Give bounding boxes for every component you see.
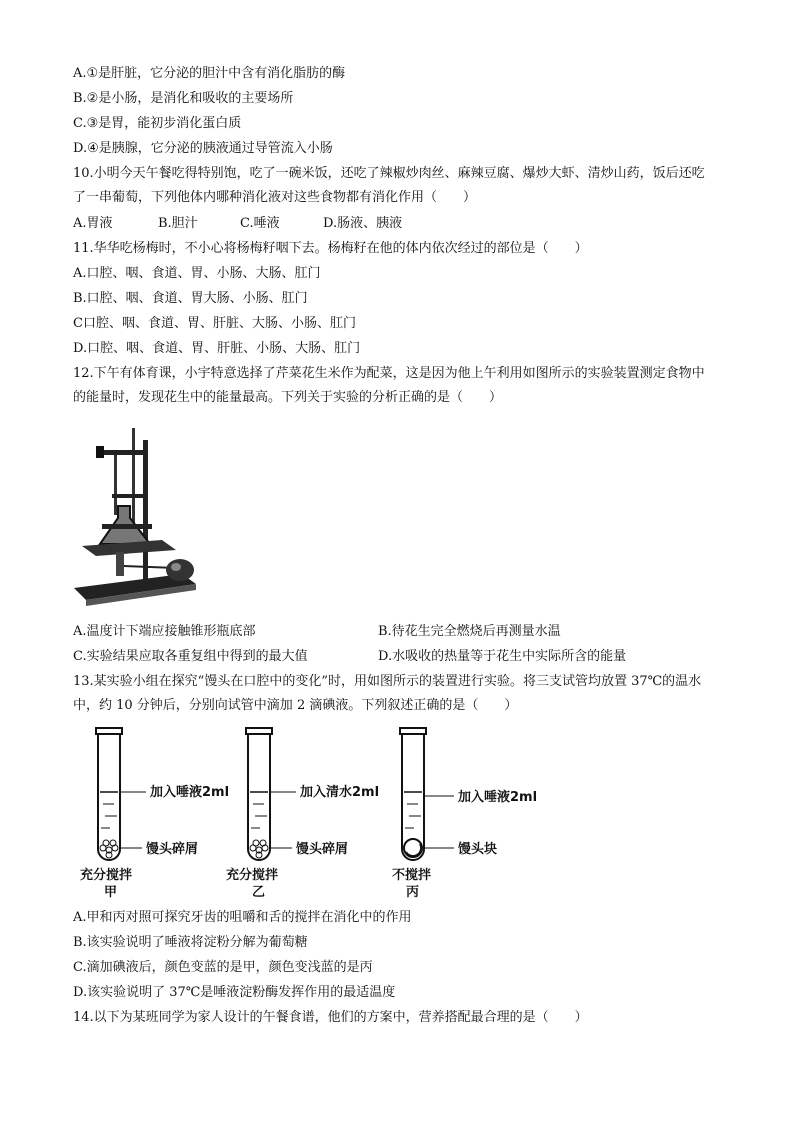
calorimeter-apparatus-figure (72, 428, 200, 608)
q11-stem: 11.华华吃杨梅时，不小心将杨梅籽咽下去。杨梅籽在他的体内依次经过的部位是（ ） (73, 241, 588, 256)
q9-option-a: A.①是肝脏，它分泌的胆汁中含有消化脂肪的酶 (73, 66, 346, 81)
q9-option-b: B.②是小肠，是消化和吸收的主要场所 (73, 91, 294, 106)
tube-yi-top-label: 加入清水2ml (300, 785, 380, 800)
q11-option-b: B.口腔、咽、食道、胃大肠、小肠、肛门 (73, 291, 308, 306)
test-tubes-figure (72, 724, 572, 904)
tube-bing-action: 不搅拌 (392, 868, 432, 883)
q13-stem: 13.某实验小组在探究“馒头在口腔中的变化”时，用如图所示的装置进行实验。将三支试管均放置 37℃的温水中，约 10 分钟后，分别向试管中滴加 2 滴碘液。下列叙述正确的是（ ） (73, 674, 702, 713)
q13-option-d: D.该实验说明了 37℃是唾液淀粉酶发挥作用的最适温度 (73, 985, 396, 1000)
q12-option-c: C.实验结果应取各重复组中得到的最大值 (73, 649, 308, 664)
tube-bing-top-label: 加入唾液2ml (458, 790, 538, 805)
tube-jia-bottom-label: 馒头碎屑 (146, 842, 199, 857)
tube-yi-bottom-label: 馒头碎屑 (296, 842, 349, 857)
tube-jia-top-label: 加入唾液2ml (150, 785, 230, 800)
q13-option-c: C.滴加碘液后，颜色变蓝的是甲，颜色变浅蓝的是丙 (73, 960, 373, 975)
q13-option-b: B.该实验说明了唾液将淀粉分解为葡萄糖 (73, 935, 308, 950)
tube-bing (400, 728, 454, 860)
tube-bing-bottom-label: 馒头块 (458, 842, 498, 857)
q14-stem: 14.以下为某班同学为家人设计的午餐食谱，他们的方案中，营养搭配最合理的是（ ） (73, 1010, 588, 1025)
q11-option-a: A.口腔、咽、食道、胃、小肠、大肠、肛门 (73, 266, 321, 281)
q9-option-d: D.④是胰腺，它分泌的胰液通过导管流入小肠 (73, 141, 333, 156)
q12-option-d: D.水吸收的热量等于花生中实际所含的能量 (378, 649, 627, 664)
q10-stem: 10.小明今天午餐吃得特别饱，吃了一碗米饭，还吃了辣椒炒肉丝、麻辣豆腐、爆炒大虾、清炒山药，饭后还吃了一串葡萄，下列他体内哪种消化液对这些食物都有消化作用（ ） (73, 166, 705, 205)
tube-jia (96, 728, 146, 860)
tube-yi-action: 充分搅拌 (226, 868, 279, 883)
q10-option-a: A.胃液 (73, 216, 113, 231)
tube-jia-name: 甲 (104, 885, 118, 900)
q10-option-d: D.肠液、胰液 (323, 216, 403, 231)
q11-option-c: C口腔、咽、食道、胃、肝脏、大肠、小肠、肛门 (73, 316, 356, 331)
q12-stem: 12.下午有体育课，小宇特意选择了芹菜花生米作为配菜，这是因为他上午利用如图所示的实验装置测定食物中的能量时，发现花生中的能量最高。下列关于实验的分析正确的是（ ） (73, 366, 705, 405)
tube-bing-name: 丙 (406, 885, 420, 900)
tube-jia-action: 充分搅拌 (80, 868, 133, 883)
q10-option-b: B.胆汁 (158, 216, 198, 231)
tube-yi (246, 728, 296, 860)
tube-yi-name: 乙 (252, 885, 266, 900)
q12-option-b: B.待花生完全燃烧后再测量水温 (378, 624, 561, 639)
q12-option-a: A.温度计下端应接触锥形瓶底部 (73, 624, 256, 639)
q10-option-c: C.唾液 (240, 216, 280, 231)
q9-option-c: C.③是胃，能初步消化蛋白质 (73, 116, 242, 131)
q11-option-d: D.口腔、咽、食道、胃、肝脏、小肠、大肠、肛门 (73, 341, 361, 356)
q13-option-a: A.甲和丙对照可探究牙齿的咀嚼和舌的搅拌在消化中的作用 (73, 910, 412, 925)
